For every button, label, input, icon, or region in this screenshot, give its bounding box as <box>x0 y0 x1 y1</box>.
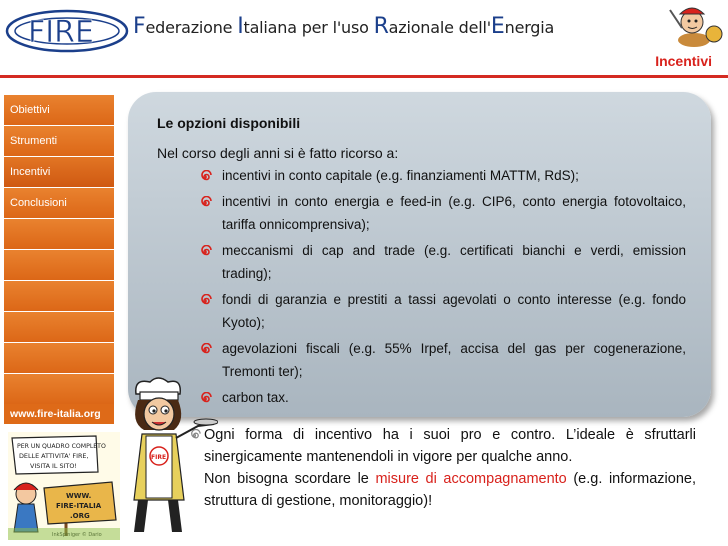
chef-illustration <box>122 376 218 540</box>
spiral-bullet-icon <box>198 245 212 259</box>
svg-text:.ORG: .ORG <box>70 512 90 520</box>
spiral-bullet-icon <box>198 294 212 308</box>
panel-title: Le opzioni disponibili <box>157 115 301 131</box>
header-divider <box>0 75 728 78</box>
svg-text:WWW.: WWW. <box>66 492 92 500</box>
sidebar-item-obiettivi[interactable]: Obiettivi <box>4 94 114 125</box>
sidebar <box>4 94 114 424</box>
website-cartoon <box>8 432 120 540</box>
svg-text:DELLE ATTIVITA' FIRE,: DELLE ATTIVITA' FIRE, <box>19 452 89 460</box>
svg-text:FIRE-ITALIA: FIRE-ITALIA <box>56 502 102 510</box>
closing-paragraph-2: Non bisogna scordare le misure di accompagnamento (e.g. informazione, struttura di gestione, monitoraggio)! <box>204 471 696 509</box>
svg-text:FIRE: FIRE <box>151 454 167 461</box>
list-item: agevolazioni fiscali (e.g. 55% Irpef, accisa del gas per cogenerazione, Tremonti ter); <box>198 337 686 384</box>
section-title: Incentivi <box>655 53 712 69</box>
highlight-text: misure di accompagnamento <box>375 471 567 487</box>
list-item: incentivi in conto energia e feed-in (e.g. CIP6, conto energia fotovoltaico, tariffa onnicomprensiva); <box>198 190 686 237</box>
spiral-bullet-icon <box>198 343 212 357</box>
sidebar-item-empty[interactable] <box>4 311 114 342</box>
intro-text: Nel corso degli anni si è fatto ricorso a: <box>157 145 399 161</box>
list-item: incentivi in conto capitale (e.g. finanziamenti MATTM, RdS); <box>198 164 686 188</box>
svg-text:VISITA IL SITO!: VISITA IL SITO! <box>30 462 77 470</box>
closing-text <box>204 424 696 512</box>
spiral-bullet-icon <box>198 196 212 210</box>
spiral-bullet-icon <box>198 170 212 184</box>
website-link[interactable]: www.fire-italia.org <box>4 404 114 424</box>
organization-title: Federazione Italiana per l'uso Razionale dell'Energia <box>133 14 555 39</box>
sidebar-item-conclusioni[interactable]: Conclusioni <box>4 187 114 218</box>
fire-logo <box>4 6 130 54</box>
options-list <box>198 164 686 411</box>
sidebar-item-empty[interactable] <box>4 280 114 311</box>
header <box>0 0 728 76</box>
list-item: fondi di garanzia e prestiti a tassi agevolati o conto interesse (e.g. fondo Kyoto); <box>198 288 686 335</box>
svg-text:PER UN QUADRO COMPLETO: PER UN QUADRO COMPLETO <box>17 443 106 450</box>
mascot-icon <box>664 2 726 50</box>
closing-paragraph-1: Ogni forma di incentivo ha i suoi pro e contro. L’ideale è sfruttarli sinergicamente mantenendoli in vigore per qualche anno. <box>204 427 696 465</box>
sidebar-item-incentivi[interactable]: Incentivi <box>4 156 114 187</box>
sidebar-item-empty[interactable] <box>4 342 114 373</box>
sidebar-item-strumenti[interactable]: Strumenti <box>4 125 114 156</box>
list-item: meccanismi di cap and trade (e.g. certificati bianchi e verdi, emission trading); <box>198 239 686 286</box>
list-item: carbon tax. <box>198 386 686 410</box>
sidebar-item-empty[interactable] <box>4 218 114 249</box>
logo-text: FIRE <box>28 15 94 50</box>
sidebar-item-empty[interactable] <box>4 249 114 280</box>
sidebar-item-empty[interactable] <box>4 373 114 404</box>
